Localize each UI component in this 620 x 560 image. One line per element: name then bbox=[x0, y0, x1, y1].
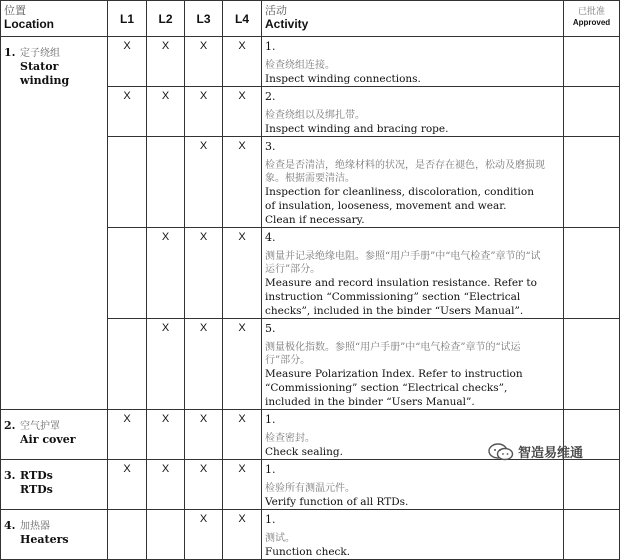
approved-cell[interactable] bbox=[564, 37, 620, 87]
mark-l2: X bbox=[147, 37, 185, 87]
mark-l3: X bbox=[185, 410, 223, 460]
activity-number: 5. bbox=[265, 322, 276, 335]
level-header-l4: L4 bbox=[223, 1, 262, 37]
activity-cell bbox=[262, 87, 564, 137]
activity-zh: 测试。 bbox=[265, 533, 295, 544]
mark-l1 bbox=[108, 319, 147, 410]
wechat-icon bbox=[488, 443, 514, 461]
activity-number: 1. bbox=[265, 463, 276, 476]
activity-cell bbox=[262, 137, 564, 228]
activity-cell bbox=[262, 510, 564, 560]
mark-l3: X bbox=[185, 510, 223, 560]
level-header-l2: L2 bbox=[147, 1, 185, 37]
watermark bbox=[488, 442, 583, 461]
approved-cell[interactable] bbox=[564, 460, 620, 510]
mark-l4: X bbox=[223, 460, 262, 510]
approved-cell[interactable] bbox=[564, 137, 620, 228]
mark-l4: X bbox=[223, 319, 262, 410]
activity-cell bbox=[262, 319, 564, 410]
mark-l3: X bbox=[185, 228, 223, 319]
activity-number: 2. bbox=[265, 90, 276, 103]
mark-l1: X bbox=[108, 460, 147, 510]
activity-number: 3. bbox=[265, 140, 276, 153]
activity-number: 4. bbox=[265, 231, 276, 244]
location-cell bbox=[1, 410, 108, 460]
location-zh: 定子绕组 bbox=[20, 48, 60, 59]
activity-en: Verify function of all RTDs. bbox=[265, 496, 409, 508]
location-cell bbox=[1, 460, 108, 510]
approved-header bbox=[564, 1, 620, 37]
activity-en: Measure and record insulation resistance. Refer to instruction “Commissioning” section “Electrical checks”, included in the binder “Users Manual”. bbox=[265, 277, 537, 317]
table-row bbox=[1, 510, 620, 560]
activity-header-en: Activity bbox=[265, 17, 309, 31]
activity-en: Inspect winding and bracing rope. bbox=[265, 123, 449, 135]
mark-l4: X bbox=[223, 410, 262, 460]
mark-l1: X bbox=[108, 410, 147, 460]
mark-l1 bbox=[108, 228, 147, 319]
activity-en: Function check. bbox=[265, 546, 351, 558]
activity-en-extra: Clean if necessary. bbox=[265, 214, 365, 226]
activity-header bbox=[262, 1, 564, 37]
location-number: 4. bbox=[4, 519, 16, 532]
level-header-l1: L1 bbox=[108, 1, 147, 37]
mark-l2 bbox=[147, 137, 185, 228]
activity-zh: 检验所有测温元件。 bbox=[265, 483, 355, 494]
mark-l4: X bbox=[223, 37, 262, 87]
approved-cell[interactable] bbox=[564, 87, 620, 137]
mark-l3: X bbox=[185, 37, 223, 87]
mark-l3: X bbox=[185, 319, 223, 410]
mark-l1: X bbox=[108, 87, 147, 137]
location-zh: RTDs bbox=[20, 469, 53, 482]
mark-l1 bbox=[108, 137, 147, 228]
mark-l4: X bbox=[223, 87, 262, 137]
mark-l2: X bbox=[147, 410, 185, 460]
location-header-zh: 位置 bbox=[4, 4, 26, 17]
location-header bbox=[1, 1, 108, 37]
activity-zh: 测量极化指数。参照“用户手册”中“电气检查”章节的“试运行”部分。 bbox=[265, 342, 521, 366]
activity-zh: 测量并记录绝缘电阻。参照“用户手册”中“电气检查”章节的“试运行”部分。 bbox=[265, 251, 541, 275]
location-en: RTDs bbox=[20, 483, 53, 496]
mark-l2: X bbox=[147, 87, 185, 137]
approved-cell[interactable] bbox=[564, 319, 620, 410]
activity-number: 1. bbox=[265, 413, 276, 426]
activity-number: 1. bbox=[265, 40, 276, 53]
location-cell bbox=[1, 510, 108, 560]
activity-en: Inspect winding connections. bbox=[265, 73, 421, 85]
activity-zh: 检查密封。 bbox=[265, 433, 315, 444]
mark-l3: X bbox=[185, 460, 223, 510]
approved-cell[interactable] bbox=[564, 510, 620, 560]
activity-zh: 检查是否清洁，绝缘材料的状况，是否存在褪色，松动及磨损现象。根据需要清洁。 bbox=[265, 160, 545, 184]
mark-l1: X bbox=[108, 37, 147, 87]
activity-zh: 检查绕组连接。 bbox=[265, 60, 335, 71]
location-number: 2. bbox=[4, 419, 16, 432]
mark-l4: X bbox=[223, 510, 262, 560]
approved-header-en: Approved bbox=[572, 18, 611, 27]
activity-cell bbox=[262, 460, 564, 510]
mark-l2: X bbox=[147, 460, 185, 510]
location-number: 3. bbox=[4, 469, 16, 482]
activity-en: Inspection for cleanliness, discoloration, condition of insulation, looseness, movement and wear. bbox=[265, 186, 534, 212]
header-row bbox=[1, 1, 620, 37]
location-number: 1. bbox=[4, 46, 16, 59]
location-zh: 加热器 bbox=[20, 521, 50, 532]
mark-l1 bbox=[108, 510, 147, 560]
activity-cell bbox=[262, 37, 564, 87]
activity-en: Check sealing. bbox=[265, 446, 343, 458]
location-en: Stator winding bbox=[20, 60, 70, 87]
table-row bbox=[1, 460, 620, 510]
mark-l2 bbox=[147, 510, 185, 560]
level-header-l3: L3 bbox=[185, 1, 223, 37]
location-cell bbox=[1, 37, 108, 410]
mark-l3: X bbox=[185, 87, 223, 137]
table-row bbox=[1, 37, 620, 87]
mark-l2: X bbox=[147, 228, 185, 319]
location-en: Air cover bbox=[20, 433, 76, 446]
activity-en: Measure Polarization Index. Refer to instruction “Commissioning” section “Electrical checks”, included in the binder “Users Manual”. bbox=[265, 368, 523, 408]
location-zh: 空气护罩 bbox=[20, 421, 60, 432]
mark-l4: X bbox=[223, 228, 262, 319]
mark-l3: X bbox=[185, 137, 223, 228]
location-en: Heaters bbox=[20, 533, 69, 546]
watermark-text: 智造易维通 bbox=[518, 446, 584, 461]
activity-number: 1. bbox=[265, 513, 276, 526]
approved-cell[interactable] bbox=[564, 228, 620, 319]
mark-l4: X bbox=[223, 137, 262, 228]
activity-header-zh: 活动 bbox=[265, 4, 287, 17]
mark-l2: X bbox=[147, 319, 185, 410]
approved-header-zh: 已批准 bbox=[577, 7, 605, 17]
activity-zh: 检查绕组以及绑扎带。 bbox=[265, 110, 365, 121]
location-header-en: Location bbox=[4, 17, 54, 31]
activity-cell bbox=[262, 228, 564, 319]
